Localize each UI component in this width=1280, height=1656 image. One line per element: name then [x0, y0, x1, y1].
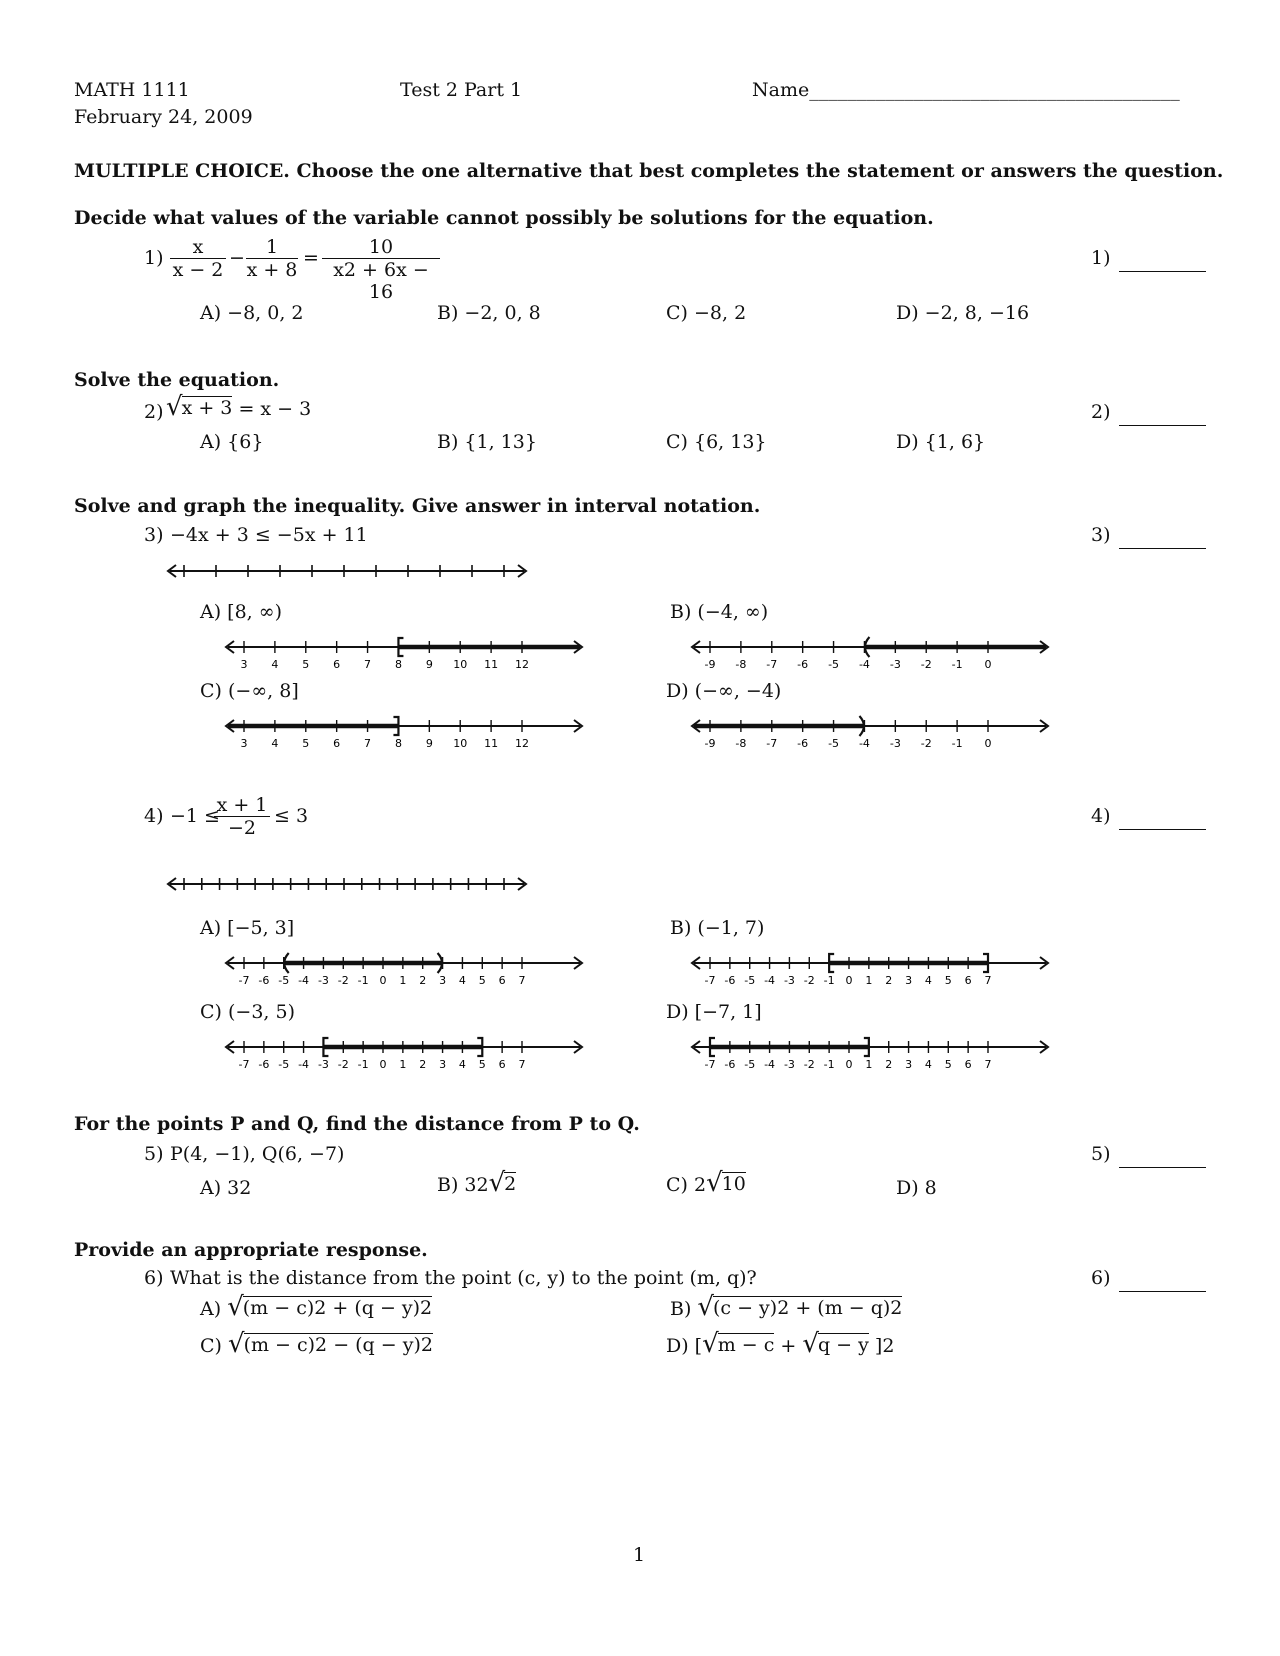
radicand: (m − c)2 + (q − y)2	[242, 1297, 433, 1319]
number-line-q4-b	[688, 952, 1052, 988]
tick-label: 8	[394, 737, 402, 750]
radical	[706, 1168, 746, 1198]
equation-rhs: = x − 3	[238, 398, 312, 420]
tick-label: 10	[453, 737, 468, 750]
tick-label: 6	[964, 1058, 972, 1071]
tick-label: 6	[498, 1058, 506, 1071]
radical	[702, 1329, 775, 1359]
tick-label: 4	[271, 737, 279, 750]
section-heading-5: Provide an appropriate response.	[74, 1239, 428, 1261]
q4-choice-b[interactable]: B) (−1, 7)	[670, 917, 765, 939]
tick-label: 0	[379, 1058, 387, 1071]
q5-points: P(4, −1), Q(6, −7)	[170, 1143, 345, 1165]
section-heading-1: Decide what values of the variable cannot possibly be solutions for the equation.	[74, 207, 934, 229]
section-heading-2: Solve the equation.	[74, 369, 280, 391]
tick-label: -8	[735, 658, 747, 671]
q4-choice-a[interactable]: A) [−5, 3]	[200, 917, 295, 939]
blank-number-line-4	[164, 873, 530, 895]
number-line-q4-d	[688, 1036, 1052, 1072]
q1-choice-d[interactable]: D) −2, 8, −16	[896, 302, 1030, 324]
tick-label: -2	[337, 1058, 349, 1071]
tick-label: 5	[478, 1058, 486, 1071]
q2-choice-d[interactable]: D) {1, 6}	[896, 431, 986, 453]
tick-label: 2	[885, 1058, 893, 1071]
tick-label: -5	[744, 974, 756, 987]
question-number-2: 2)	[144, 401, 164, 423]
tick-label: -2	[337, 974, 349, 987]
tick-label: -4	[858, 658, 870, 671]
tick-label: -7	[704, 1058, 716, 1071]
tick-label: -1	[357, 974, 369, 987]
choice-prefix: B) 32	[437, 1174, 489, 1196]
tick-label: 5	[944, 974, 952, 987]
q2-choice-b[interactable]: B) {1, 13}	[437, 431, 537, 453]
tick-label: 5	[302, 737, 310, 750]
radical	[228, 1329, 433, 1359]
fraction-denominator: x2 + 6x − 16	[322, 258, 440, 303]
answer-label-5: 5)	[1091, 1143, 1111, 1165]
tick-label: -5	[278, 974, 290, 987]
fraction-denominator: −2	[214, 816, 270, 839]
tick-label: 6	[964, 974, 972, 987]
tick-label: -6	[258, 1058, 270, 1071]
answer-label-2: 2)	[1091, 401, 1111, 423]
test-date: February 24, 2009	[74, 106, 253, 128]
radicand: 10	[721, 1173, 746, 1195]
q5-choice-a[interactable]: A) 32	[200, 1177, 252, 1199]
tick-label: 7	[984, 974, 992, 987]
choice-prefix: D) [	[666, 1335, 703, 1357]
fraction-numerator: x + 1	[216, 794, 268, 816]
tick-label: -2	[803, 1058, 815, 1071]
section-heading-3: Solve and graph the inequality. Give answer in interval notation.	[74, 495, 761, 517]
tick-label: -1	[951, 737, 963, 750]
q5-choice-b[interactable]	[437, 1168, 517, 1198]
tick-label: 4	[924, 974, 932, 987]
q3-choice-d[interactable]: D) (−∞, −4)	[666, 680, 782, 702]
answer-blank-5[interactable]	[1119, 1167, 1206, 1168]
radical	[697, 1292, 903, 1322]
tick-label: 8	[394, 658, 402, 671]
tick-label: 7	[364, 658, 372, 671]
tick-label: 6	[333, 658, 341, 671]
tick-label: -3	[889, 737, 901, 750]
q3-inequality: −4x + 3 ≤ −5x + 11	[170, 524, 368, 546]
tick-label: 6	[333, 737, 341, 750]
tick-label: 0	[845, 1058, 853, 1071]
answer-label-6: 6)	[1091, 1267, 1111, 1289]
answer-label-4: 4)	[1091, 805, 1111, 827]
tick-label: -1	[357, 1058, 369, 1071]
fraction-numerator: 1	[265, 236, 279, 258]
tick-label: -7	[238, 1058, 250, 1071]
tick-label: 1	[399, 974, 407, 987]
sqrt-icon: √	[706, 1168, 723, 1198]
q4-right: ≤ 3	[274, 805, 309, 827]
tick-label: -3	[783, 974, 795, 987]
q1-choice-c[interactable]: C) −8, 2	[666, 302, 747, 324]
tick-label: -1	[823, 974, 835, 987]
question-number-1: 1)	[144, 247, 164, 269]
tick-label: 7	[518, 974, 526, 987]
fraction-numerator: x	[192, 236, 204, 258]
question-number-6: 6)	[144, 1267, 164, 1289]
tick-label: 7	[984, 1058, 992, 1071]
tick-label: -6	[724, 1058, 736, 1071]
tick-label: 12	[515, 658, 529, 671]
choice-suffix: ]2	[874, 1335, 895, 1357]
radical	[802, 1329, 869, 1359]
tick-label: -6	[724, 974, 736, 987]
tick-label: 6	[498, 974, 506, 987]
fraction-2	[246, 236, 298, 281]
radical	[227, 1292, 433, 1322]
tick-label: -5	[278, 1058, 290, 1071]
tick-label: -9	[704, 658, 716, 671]
sqrt-icon: √	[702, 1329, 719, 1359]
question-number-3: 3)	[144, 524, 164, 546]
tick-label: -2	[803, 974, 815, 987]
answer-blank-6[interactable]	[1119, 1291, 1206, 1292]
answer-blank-4[interactable]	[1119, 829, 1206, 830]
fraction-numerator: 10	[368, 236, 394, 258]
tick-label: -3	[317, 974, 329, 987]
tick-label: 4	[458, 1058, 466, 1071]
tick-label: -9	[704, 737, 716, 750]
tick-label: -5	[828, 737, 840, 750]
tick-label: -7	[766, 737, 778, 750]
tick-label: 0	[984, 737, 992, 750]
q2-equation	[166, 392, 312, 422]
tick-label: -7	[766, 658, 778, 671]
tick-label: 4	[271, 658, 279, 671]
number-line-q3-c	[222, 715, 586, 751]
tick-label: -1	[951, 658, 963, 671]
tick-label: 4	[924, 1058, 932, 1071]
tick-label: 3	[439, 1058, 447, 1071]
number-line-q4-c	[222, 1036, 586, 1072]
tick-label: 9	[425, 658, 433, 671]
choice-prefix: A)	[200, 1298, 222, 1320]
question-number-4: 4)	[144, 805, 164, 827]
tick-label: 4	[458, 974, 466, 987]
q6-question: What is the distance from the point (c, y) to the point (m, q)?	[170, 1267, 757, 1289]
tick-label: -4	[858, 737, 870, 750]
q4-left: −1 ≤	[170, 805, 220, 827]
q5-choice-c[interactable]	[666, 1168, 746, 1198]
tick-label: 3	[905, 974, 913, 987]
tick-label: 3	[240, 737, 248, 750]
tick-label: 0	[379, 974, 387, 987]
tick-label: 11	[484, 658, 499, 671]
tick-label: -6	[797, 737, 809, 750]
fraction-3	[322, 236, 440, 303]
fraction-1	[170, 236, 226, 281]
tick-label: -2	[920, 658, 932, 671]
q4-fraction	[214, 794, 270, 839]
tick-label: 0	[845, 974, 853, 987]
tick-label: -4	[298, 974, 310, 987]
tick-label: 1	[865, 974, 873, 987]
tick-label: 3	[905, 1058, 913, 1071]
sqrt-icon: √	[166, 392, 183, 422]
radicand: (c − y)2 + (m − q)2	[713, 1297, 903, 1319]
tick-label: 5	[302, 658, 310, 671]
tick-label: -3	[889, 658, 901, 671]
q6-choice-c[interactable]	[200, 1329, 433, 1359]
radical	[166, 392, 233, 422]
tick-label: -5	[828, 658, 840, 671]
tick-label: 7	[518, 1058, 526, 1071]
name-field[interactable]: Name_______________________________________	[752, 79, 1180, 101]
tick-label: -1	[823, 1058, 835, 1071]
q2-choice-a[interactable]: A) {6}	[200, 431, 264, 453]
instructions: MULTIPLE CHOICE. Choose the one alternative that best completes the statement or answers the question.	[74, 160, 1224, 182]
tick-label: 2	[419, 974, 427, 987]
q6-choice-b[interactable]	[670, 1292, 903, 1322]
sqrt-icon: √	[488, 1168, 506, 1198]
tick-label: -2	[920, 737, 932, 750]
tick-label: -6	[797, 658, 809, 671]
tick-label: 5	[944, 1058, 952, 1071]
sqrt-icon: √	[228, 1329, 245, 1359]
tick-label: 1	[399, 1058, 407, 1071]
answer-blank-3[interactable]	[1119, 548, 1206, 549]
page-number: 1	[633, 1544, 646, 1566]
radicand: m − c	[717, 1334, 775, 1356]
fraction-denominator: x + 8	[246, 259, 298, 281]
q1-choice-a[interactable]: A) −8, 0, 2	[200, 302, 304, 324]
tick-label: 1	[865, 1058, 873, 1071]
tick-label: 11	[484, 737, 499, 750]
q6-choice-a[interactable]	[200, 1292, 433, 1322]
tick-label: -8	[735, 737, 747, 750]
q6-choice-d[interactable]	[666, 1329, 895, 1359]
q3-choice-a[interactable]: A) [8, ∞)	[200, 601, 282, 623]
tick-label: -4	[298, 1058, 310, 1071]
choice-prefix: C)	[200, 1335, 222, 1357]
q2-choice-c[interactable]: C) {6, 13}	[666, 431, 767, 453]
tick-label: 2	[885, 974, 893, 987]
answer-blank-1[interactable]	[1119, 271, 1206, 272]
tick-label: -3	[317, 1058, 329, 1071]
tick-label: 12	[515, 737, 529, 750]
tick-label: 7	[364, 737, 372, 750]
question-number-5: 5)	[144, 1143, 164, 1165]
radicand: q − y	[817, 1334, 869, 1356]
radical	[488, 1168, 517, 1198]
tick-label: -3	[783, 1058, 795, 1071]
q1-choice-b[interactable]: B) −2, 0, 8	[437, 302, 541, 324]
equals-sign: =	[303, 247, 319, 269]
q4-choice-d[interactable]: D) [−7, 1]	[666, 1001, 762, 1023]
number-line-q3-d	[688, 715, 1052, 751]
tick-label: 3	[439, 974, 447, 987]
answer-label-3: 3)	[1091, 524, 1111, 546]
radicand: (m − c)2 − (q − y)2	[243, 1334, 433, 1356]
minus-sign: −	[229, 247, 245, 269]
number-line-q3-a	[222, 636, 586, 672]
number-line-q4-a	[222, 952, 586, 988]
q3-choice-c[interactable]: C) (−∞, 8]	[200, 680, 299, 702]
tick-label: -7	[238, 974, 250, 987]
number-line-q3-b	[688, 636, 1052, 672]
tick-label: 0	[984, 658, 992, 671]
course-title: MATH 1111	[74, 79, 190, 101]
tick-label: -4	[764, 974, 776, 987]
answer-blank-2[interactable]	[1119, 425, 1206, 426]
answer-label-1: 1)	[1091, 247, 1111, 269]
tick-label: -6	[258, 974, 270, 987]
q5-choice-d[interactable]: D) 8	[896, 1177, 937, 1199]
tick-label: 2	[419, 1058, 427, 1071]
blank-number-line-3	[164, 560, 530, 582]
choice-prefix: B)	[670, 1298, 692, 1320]
fraction-denominator: x − 2	[170, 258, 226, 281]
plus-sign: +	[780, 1335, 797, 1357]
radicand: x + 3	[181, 397, 233, 419]
tick-label: 9	[425, 737, 433, 750]
radicand: 2	[504, 1173, 517, 1195]
tick-label: -7	[704, 974, 716, 987]
test-title: Test 2 Part 1	[400, 79, 523, 101]
choice-prefix: C) 2	[666, 1174, 707, 1196]
sqrt-icon: √	[227, 1292, 244, 1322]
section-heading-4: For the points P and Q, find the distance from P to Q.	[74, 1113, 640, 1135]
tick-label: 10	[453, 658, 468, 671]
tick-label: -4	[764, 1058, 776, 1071]
tick-label: 5	[478, 974, 486, 987]
tick-label: 3	[240, 658, 248, 671]
tick-label: -5	[744, 1058, 756, 1071]
sqrt-icon: √	[697, 1292, 714, 1322]
q4-choice-c[interactable]: C) (−3, 5)	[200, 1001, 295, 1023]
q3-choice-b[interactable]: B) (−4, ∞)	[670, 601, 769, 623]
sqrt-icon: √	[802, 1329, 819, 1359]
